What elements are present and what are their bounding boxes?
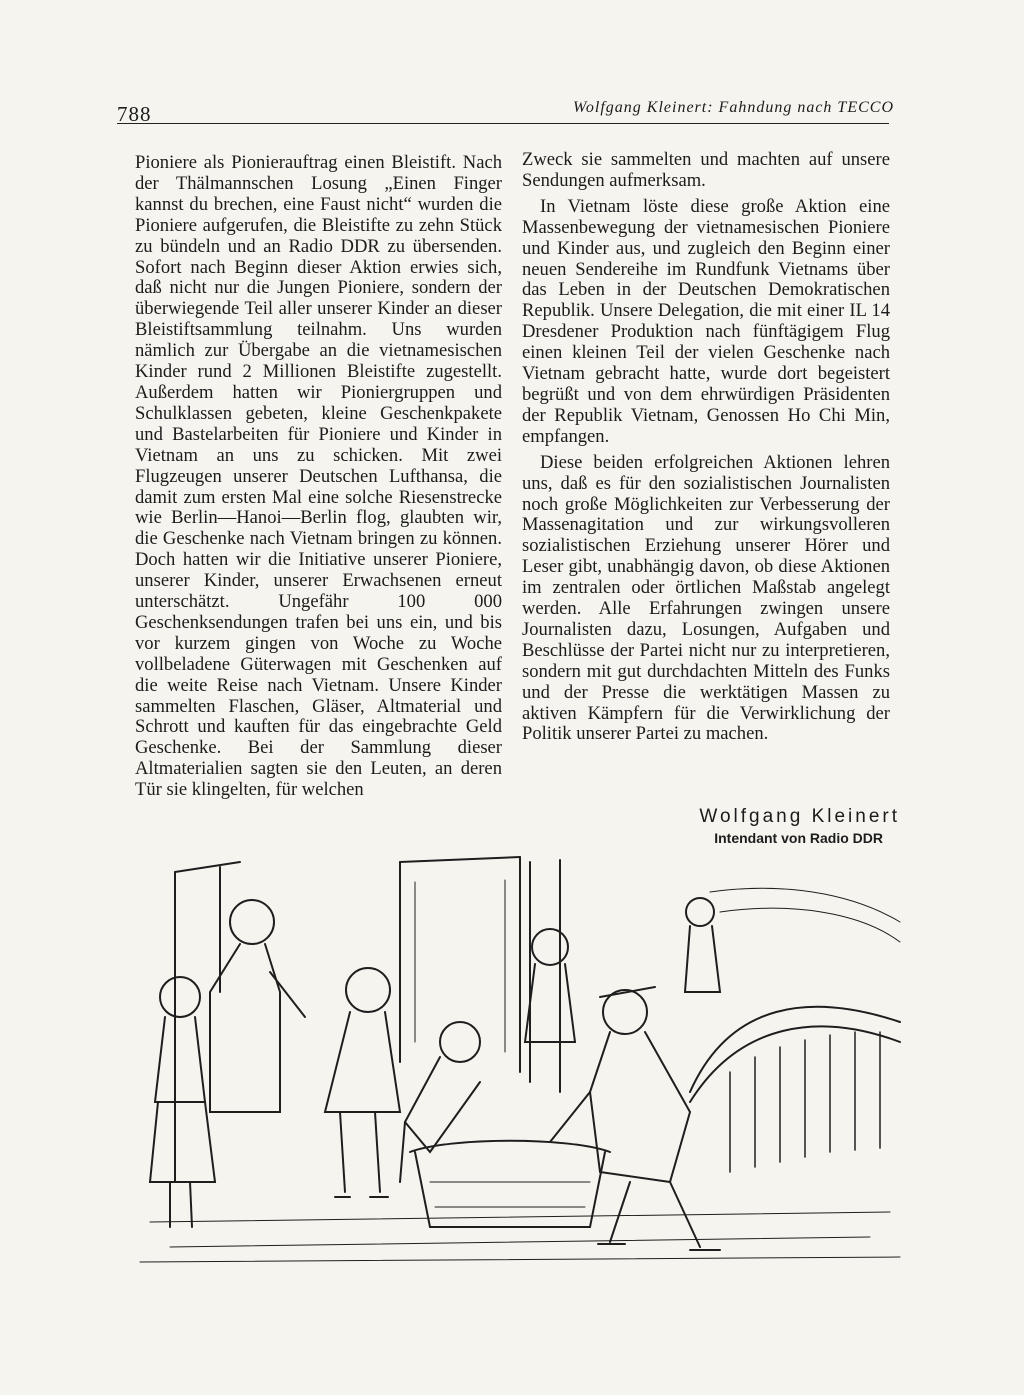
- girl-figure-center: [325, 968, 400, 1197]
- boy-figure-basket: [400, 1022, 480, 1182]
- left-doorway: [175, 862, 240, 1182]
- right-door-frame: [530, 860, 560, 1092]
- page-number: 788: [117, 102, 152, 126]
- paragraph: Diese beiden erfolgreichen Aktionen lehren uns, daß es für den sozialistischen Journalisten noch große Möglichkeiten zur Verbesserung der Massenagitation und zur wirkungsvolleren sozialistischen Erziehung unserer Hörer und Leser gibt, unabhängig davon, ob diese Aktionen im zentralen oder örtlichen Maßstab angelegt werden. Alle Erfahrungen zwingen unsere Journalisten dazu, Losungen, Aufgaben und Beschlüsse der Partei nicht nur zu interpretieren, sondern mit gut durchdachten Mitteln des Funks und der Presse die werktätigen Massen zu aktiven Kämpfern für die Verwirklichung der Politik unserer Partei zu machen.: [522, 451, 890, 745]
- peeking-child: [525, 929, 575, 1042]
- header-rule: [117, 123, 889, 124]
- woman-figure: [210, 900, 305, 1112]
- signature-role: Intendant von Radio DDR: [714, 830, 883, 846]
- paragraph: In Vietnam löste diese große Aktion eine Massenbewegung der vietnamesischen Pioniere und Kinder aus, und zugleich den Beginn einer neuen Sendereihe im Rundfunk Vietnams über das Leben in der Deutschen Demokratischen Republik. Unsere Delegation, die mit einer IL 14 Dresdener Produktion nach fünftägigem Flug einen kleinen Teil der vielen Geschenke nach Vietnam gebracht hatte, wurde dort begeistert begrüßt und von dem ehrwürdigen Präsidenten der Republik Vietnam, Genossen Ho Chi Min, empfangen.: [522, 195, 890, 447]
- staircase: [690, 888, 900, 1172]
- paragraph: Zweck sie sammelten und machten auf unsere Sendungen aufmerksam.: [522, 149, 890, 191]
- right-column: [522, 150, 890, 745]
- girl-figure-left: [150, 977, 215, 1227]
- basket: [410, 1141, 610, 1227]
- left-column: [135, 153, 502, 801]
- floor-hatching: [140, 1212, 900, 1262]
- center-door: [400, 857, 520, 1072]
- signature-name: Wolfgang Kleinert: [699, 806, 900, 827]
- boy-figure-cap: [550, 987, 720, 1250]
- stairs-child: [685, 898, 720, 992]
- paragraph: Pioniere als Pionierauftrag einen Bleistift. Nach der Thälmannschen Losung „Einen Finger kannst du brechen, eine Faust nicht“ wurden die Pioniere aufgerufen, die Bleistifte zu zehn Stück zu bündeln und an Radio DDR zu übersenden. Sofort nach Beginn dieser Aktion erwies sich, daß nicht nur die Jungen Pioniere, sondern der überwiegende Teil aller unserer Kinder an dieser Bleistiftsammlung teilnahm. Uns wurden nämlich zur Übergabe an die vietnamesischen Kinder rund 2 Millionen Bleistifte zugestellt. Außerdem hatten wir Pioniergruppen und Schulklassen gebeten, kleine Geschenkpakete und Bastelarbeiten für Pioniere und Kinder in Vietnam an uns zu schicken. Mit zwei Flugzeugen unserer Deutschen Lufthansa, die damit zum ersten Mal eine solche Riesenstrecke wie Berlin—Hanoi—Berlin flog, glaubten wir, die Geschenke nach Vietnam bringen zu können. Doch hatten wir die Initiative unserer Pioniere, unserer Kinder, unserer Erwachsenen erneut unterschätzt. Ungefähr 100 000 Geschenksendungen trafen bei uns ein, und bis vor kurzem gingen von Woche zu Woche vollbeladene Güterwagen mit Geschenken auf die weite Reise nach Vietnam. Unsere Kinder sammelten Flaschen, Gläser, Altmaterial und Schrott und kauften für das eingebrachte Geld Geschenke. Bei der Sammlung dieser Altmaterialien sagten sie den Leuten, an deren Tür sie klingelten, für welchen: [135, 152, 502, 801]
- illustration: [130, 852, 910, 1272]
- running-head: Wolfgang Kleinert: Fahndung nach TECCO: [573, 99, 894, 116]
